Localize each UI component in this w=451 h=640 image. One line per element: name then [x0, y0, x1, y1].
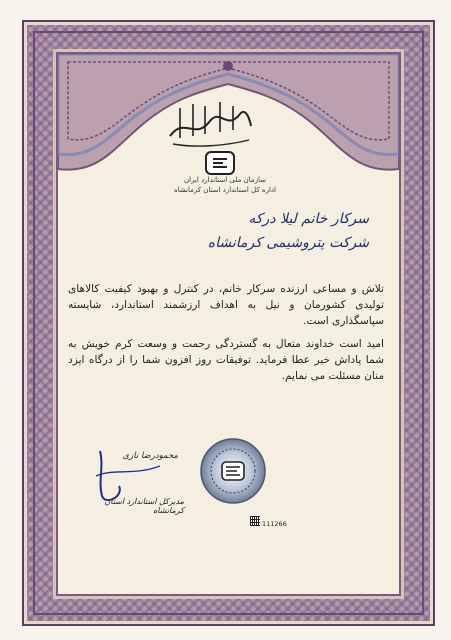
- basmala-calligraphy: [165, 96, 255, 151]
- qr-code: [250, 516, 260, 526]
- signatory-title: مدیرکل استاندارد استان کرمانشاه: [104, 497, 184, 515]
- body-paragraph-2: امید است خداوند متعال به گستردگی رحمت و وسعت کرم خویش به شما پاداش خیر عطا فرماید. توفیقات روز افزون شما را از درگاه ایزد منان مسئلت می نمایم.: [68, 338, 384, 382]
- recipient-company: شرکت پتروشیمی کرمانشاه: [207, 235, 369, 251]
- hologram-seal: [196, 436, 270, 506]
- department-name: اداره کل استاندارد استان کرمانشاه: [174, 186, 276, 194]
- body-paragraph-1: تلاش و مساعی ارزنده سرکار خانم، در کنترل و بهبود کیفیت کالاهای تولیدی کشورمان و نیل به اهداف ارزشمند استاندارد، شایسته سپاسگذاری است.: [68, 283, 384, 327]
- organization-name: سازمان ملی استاندارد ایران: [184, 176, 266, 184]
- signatory-name: محمودرضا نازی: [122, 451, 178, 461]
- recipient-name: سرکار خانم لیلا درکه: [248, 211, 369, 227]
- organization-header: [150, 175, 300, 195]
- serial-number: 111266: [262, 520, 287, 528]
- iso-logo-icon: [205, 151, 235, 175]
